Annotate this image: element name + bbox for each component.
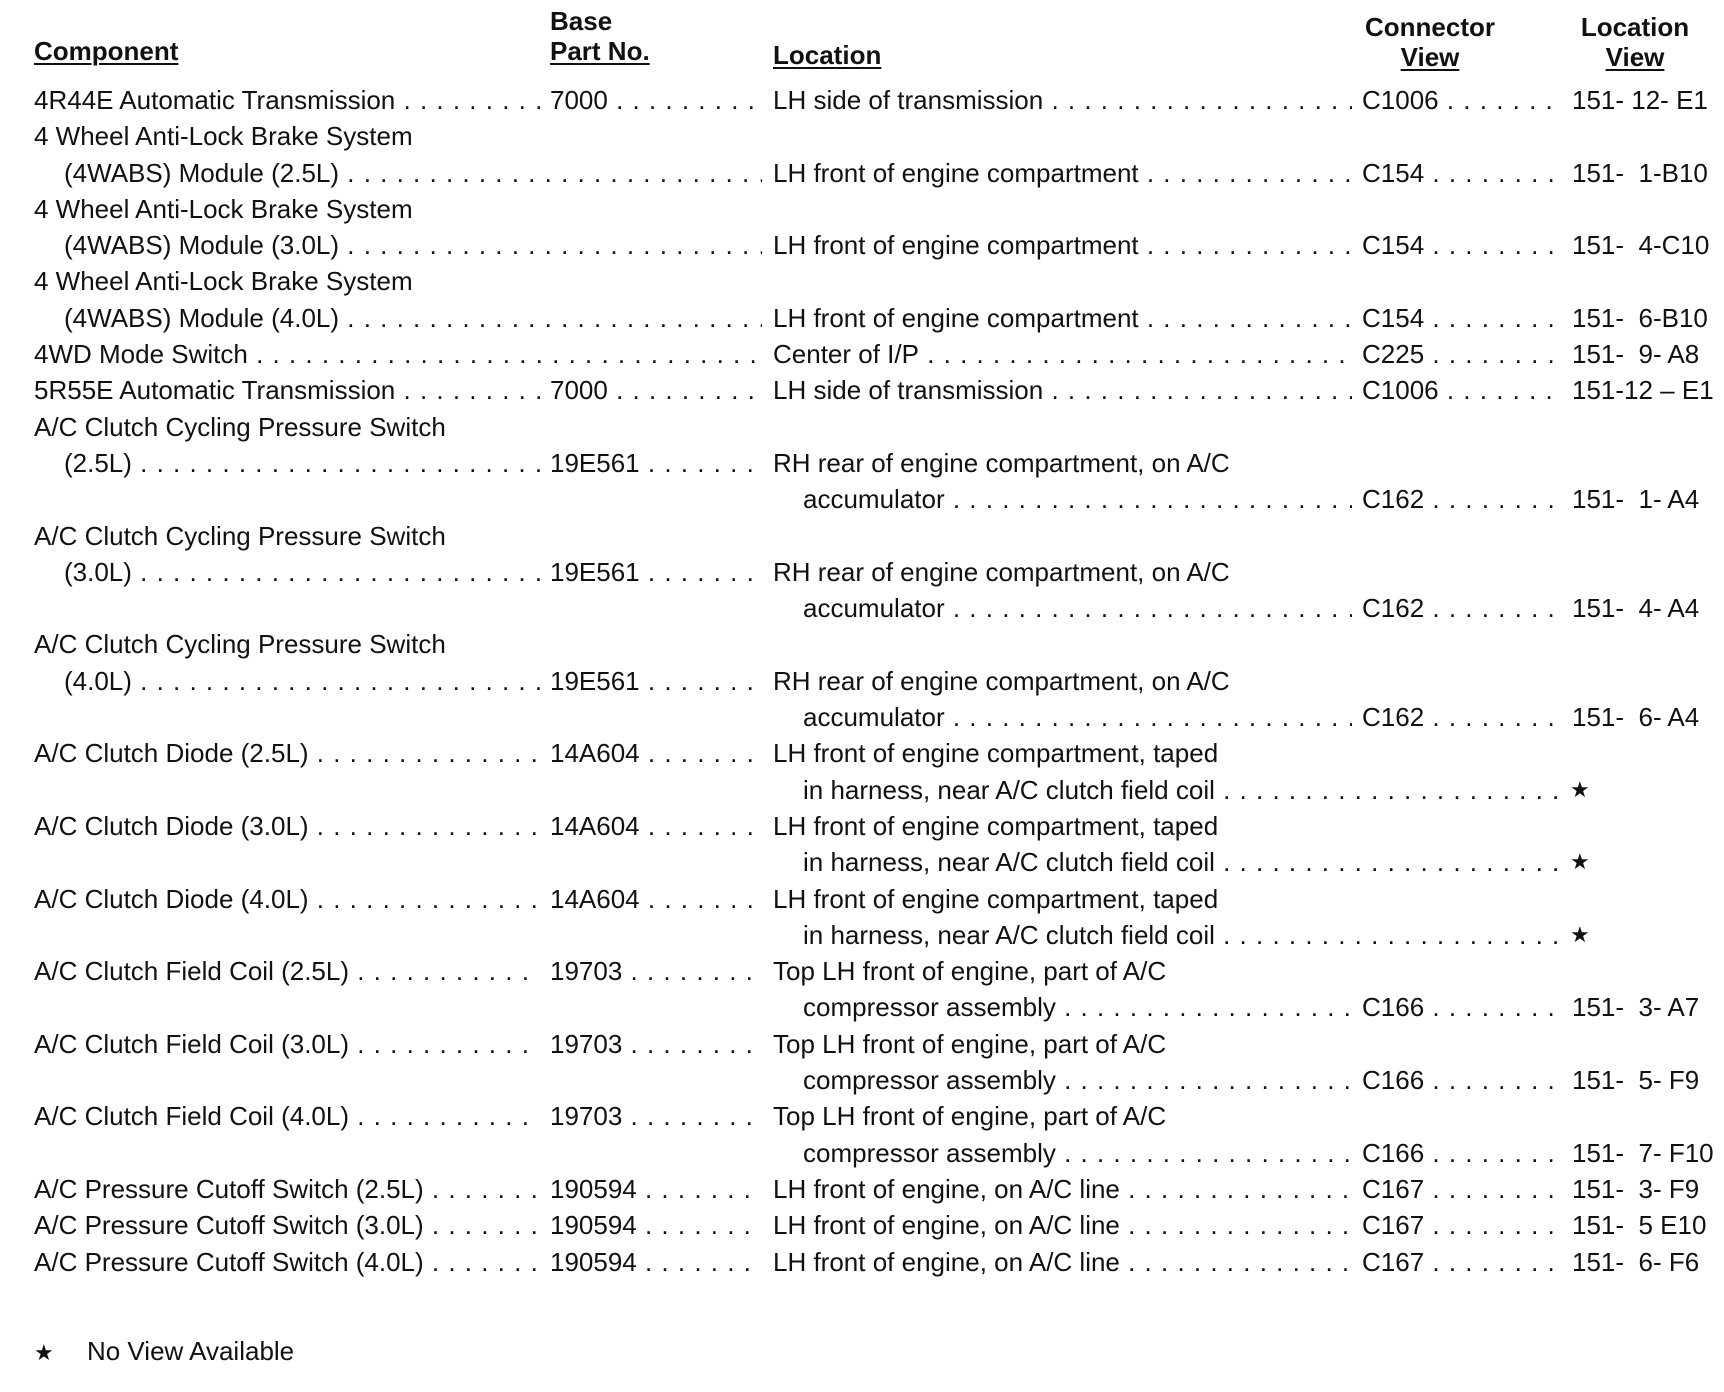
header-base-part-line1: Base	[550, 6, 613, 36]
connector-view-cell: C154 . . .	[1362, 227, 1562, 263]
star-icon: ★	[1570, 921, 1590, 947]
table-row	[0, 844, 1724, 880]
table-row	[0, 372, 1724, 408]
table-row	[0, 155, 1724, 191]
location-cell: accumulator . . .	[803, 699, 1352, 735]
component-cell: A/C Clutch Cycling Pressure Switch	[34, 520, 446, 551]
table-row	[0, 953, 1724, 989]
component-cell: A/C Clutch Field Coil (2.5L) . . .	[34, 953, 540, 989]
part-number-cell: 14A604 . . .	[550, 881, 762, 917]
component-cell: A/C Clutch Field Coil (3.0L) . . .	[34, 1026, 540, 1062]
connector-view-cell: C1006 . . .	[1362, 82, 1562, 118]
connector-view-cell: C162 . . .	[1362, 481, 1562, 517]
location-view-cell: 151- 4-C10	[1572, 230, 1710, 261]
location-cell: RH rear of engine compartment, on A/C	[773, 665, 1230, 696]
location-cell: Top LH front of engine, part of A/C	[773, 1101, 1167, 1132]
location-cell: in harness, near A/C clutch field coil . . .	[803, 917, 1562, 953]
location-view-cell: 151- 4- A4	[1572, 593, 1700, 624]
location-cell: LH front of engine compartment, taped	[773, 883, 1219, 914]
part-number-cell: 19703 . . .	[550, 1098, 762, 1134]
star-icon: ★	[34, 1340, 54, 1365]
header-location	[773, 40, 881, 70]
connector-view-cell: C1006 . . .	[1362, 372, 1562, 408]
part-number-cell: 19E561 . . .	[550, 663, 762, 699]
header-base-part	[550, 6, 650, 66]
connector-view-cell: C167 . . .	[1362, 1207, 1562, 1243]
location-cell: compressor assembly . . .	[803, 989, 1352, 1025]
component-cell: A/C Clutch Field Coil (4.0L) . . .	[34, 1098, 540, 1134]
location-cell: Center of I/P . . .	[773, 336, 1352, 372]
part-number-cell: 14A604 . . .	[550, 808, 762, 844]
table-row	[0, 481, 1724, 517]
header-location-view-line2: View	[1605, 42, 1665, 72]
table-body	[0, 82, 1724, 1280]
location-view-cell: 151-12 – E1	[1572, 375, 1714, 406]
component-cell: A/C Pressure Cutoff Switch (3.0L) . . .	[34, 1207, 540, 1243]
component-cell: A/C Clutch Diode (2.5L) . . .	[34, 735, 540, 771]
table-row	[0, 118, 1724, 154]
table-row	[0, 1135, 1724, 1171]
location-cell: LH front of engine compartment . . .	[773, 227, 1352, 263]
table-row	[0, 1098, 1724, 1134]
component-cell: A/C Clutch Diode (3.0L) . . .	[34, 808, 540, 844]
component-cell: 4 Wheel Anti-Lock Brake System	[34, 193, 413, 224]
component-cell: A/C Pressure Cutoff Switch (2.5L) . . .	[34, 1171, 540, 1207]
location-cell: Top LH front of engine, part of A/C	[773, 1028, 1167, 1059]
location-view-cell: 151- 6-B10	[1572, 302, 1708, 333]
table-row	[0, 409, 1724, 445]
connector-view-cell: C154 . . .	[1362, 300, 1562, 336]
connector-view-cell: C167 . . .	[1362, 1244, 1562, 1280]
part-number-cell: 190594 . . .	[550, 1244, 762, 1280]
part-number-cell: 7000 . . .	[550, 82, 762, 118]
table-row	[0, 445, 1724, 481]
component-cell: A/C Clutch Cycling Pressure Switch	[34, 411, 446, 442]
part-number-cell: 19703 . . .	[550, 1026, 762, 1062]
header-connector-line1: Connector	[1365, 12, 1495, 42]
header-base-part-line2: Part No.	[550, 36, 650, 66]
connector-view-cell: C166 . . .	[1362, 989, 1562, 1025]
table-row	[0, 735, 1724, 771]
part-number-cell: 14A604 . . .	[550, 735, 762, 771]
connector-view-cell: C166 . . .	[1362, 1062, 1562, 1098]
component-cell: (4WABS) Module (3.0L) . . .	[64, 227, 762, 263]
connector-view-cell: C162 . . .	[1362, 699, 1562, 735]
header-component-label: Component	[34, 36, 179, 66]
table-row	[0, 1207, 1724, 1243]
part-number-cell: 19E561 . . .	[550, 445, 762, 481]
location-view-cell: 151- 12- E1	[1572, 85, 1708, 115]
component-cell: 4WD Mode Switch . . .	[34, 336, 762, 372]
part-number-cell: 7000 . . .	[550, 372, 762, 408]
table-row	[0, 626, 1724, 662]
location-cell: RH rear of engine compartment, on A/C	[773, 556, 1230, 587]
connector-view-cell: C162 . . .	[1362, 590, 1562, 626]
component-cell: A/C Clutch Cycling Pressure Switch	[34, 629, 446, 660]
header-location-view	[1560, 12, 1710, 72]
component-cell: A/C Clutch Diode (4.0L) . . .	[34, 881, 540, 917]
part-number-cell: 190594 . . .	[550, 1207, 762, 1243]
table-row	[0, 263, 1724, 299]
header-connector-view	[1350, 12, 1510, 72]
location-view-cell: 151- 1-B10	[1572, 157, 1708, 188]
part-number-cell: 19E561 . . .	[550, 554, 762, 590]
table-row	[0, 772, 1724, 808]
location-cell: Top LH front of engine, part of A/C	[773, 956, 1167, 987]
star-icon: ★	[1570, 776, 1590, 802]
component-cell: (2.5L) . . .	[64, 445, 540, 481]
location-cell: LH front of engine, on A/C line . . .	[773, 1207, 1352, 1243]
location-cell: LH front of engine compartment, taped	[773, 738, 1219, 769]
table-row	[0, 917, 1724, 953]
location-cell: LH front of engine compartment . . .	[773, 155, 1352, 191]
footnote-text: No View Available	[86, 1336, 295, 1366]
component-cell: 5R55E Automatic Transmission . . .	[34, 372, 540, 408]
table-row	[0, 82, 1724, 118]
component-cell: 4R44E Automatic Transmission . . .	[34, 82, 540, 118]
table-row	[0, 300, 1724, 336]
location-cell: in harness, near A/C clutch field coil . . .	[803, 772, 1562, 808]
table-row	[0, 1026, 1724, 1062]
location-view-cell: 151- 3- F9	[1572, 1173, 1700, 1204]
table-row	[0, 699, 1724, 735]
table-row	[0, 1062, 1724, 1098]
component-cell: (4WABS) Module (4.0L) . . .	[64, 300, 762, 336]
location-view-cell: 151- 6- A4	[1572, 702, 1700, 733]
location-view-cell: 151- 5- F9	[1572, 1065, 1700, 1096]
header-location-label: Location	[773, 40, 882, 70]
component-cell: 4 Wheel Anti-Lock Brake System	[34, 266, 413, 297]
star-icon: ★	[1570, 849, 1590, 875]
table-row	[0, 808, 1724, 844]
footnote	[34, 1333, 294, 1371]
location-cell: LH side of transmission . . .	[773, 82, 1352, 118]
table-row	[0, 1171, 1724, 1207]
table-row	[0, 881, 1724, 917]
header-location-view-line1: Location	[1580, 12, 1690, 42]
connector-view-cell: C166 . . .	[1362, 1135, 1562, 1171]
location-cell: compressor assembly . . .	[803, 1062, 1352, 1098]
part-number-cell: 190594 . . .	[550, 1171, 762, 1207]
location-cell: LH front of engine, on A/C line . . .	[773, 1171, 1352, 1207]
table-row	[0, 336, 1724, 372]
table-row	[0, 554, 1724, 590]
component-cell: (3.0L) . . .	[64, 554, 540, 590]
connector-view-cell: C167 . . .	[1362, 1171, 1562, 1207]
location-view-cell: 151- 9- A8	[1572, 339, 1700, 370]
table-row	[0, 989, 1724, 1025]
location-view-cell: 151- 1- A4	[1572, 484, 1700, 515]
location-cell: compressor assembly . . .	[803, 1135, 1352, 1171]
header-component	[34, 36, 178, 66]
connector-view-cell: C154 . . .	[1362, 155, 1562, 191]
location-view-cell: 151- 3- A7	[1572, 992, 1700, 1023]
table-row	[0, 518, 1724, 554]
component-cell: (4WABS) Module (2.5L) . . .	[64, 155, 762, 191]
table-row	[0, 1244, 1724, 1280]
connector-view-cell: C225 . . .	[1362, 336, 1562, 372]
location-cell: LH front of engine compartment, taped	[773, 810, 1219, 841]
location-cell: accumulator . . .	[803, 590, 1352, 626]
header-connector-line2: View	[1400, 42, 1460, 72]
table-row	[0, 227, 1724, 263]
location-cell: LH front of engine, on A/C line . . .	[773, 1244, 1352, 1280]
table-row	[0, 590, 1724, 626]
location-cell: in harness, near A/C clutch field coil . . .	[803, 844, 1562, 880]
part-number-cell: 19703 . . .	[550, 953, 762, 989]
location-cell: RH rear of engine compartment, on A/C	[773, 447, 1230, 478]
component-cell: A/C Pressure Cutoff Switch (4.0L) . . .	[34, 1244, 540, 1280]
component-cell: 4 Wheel Anti-Lock Brake System	[34, 121, 413, 152]
location-view-cell: 151- 6- F6	[1572, 1246, 1700, 1277]
location-cell: LH side of transmission . . .	[773, 372, 1352, 408]
location-view-cell: 151- 7- F10	[1572, 1137, 1714, 1168]
table-row	[0, 191, 1724, 227]
location-view-cell: 151- 5 E10	[1572, 1210, 1707, 1241]
component-cell: (4.0L) . . .	[64, 663, 540, 699]
table-row	[0, 663, 1724, 699]
location-cell: accumulator . . .	[803, 481, 1352, 517]
location-cell: LH front of engine compartment . . .	[773, 300, 1352, 336]
